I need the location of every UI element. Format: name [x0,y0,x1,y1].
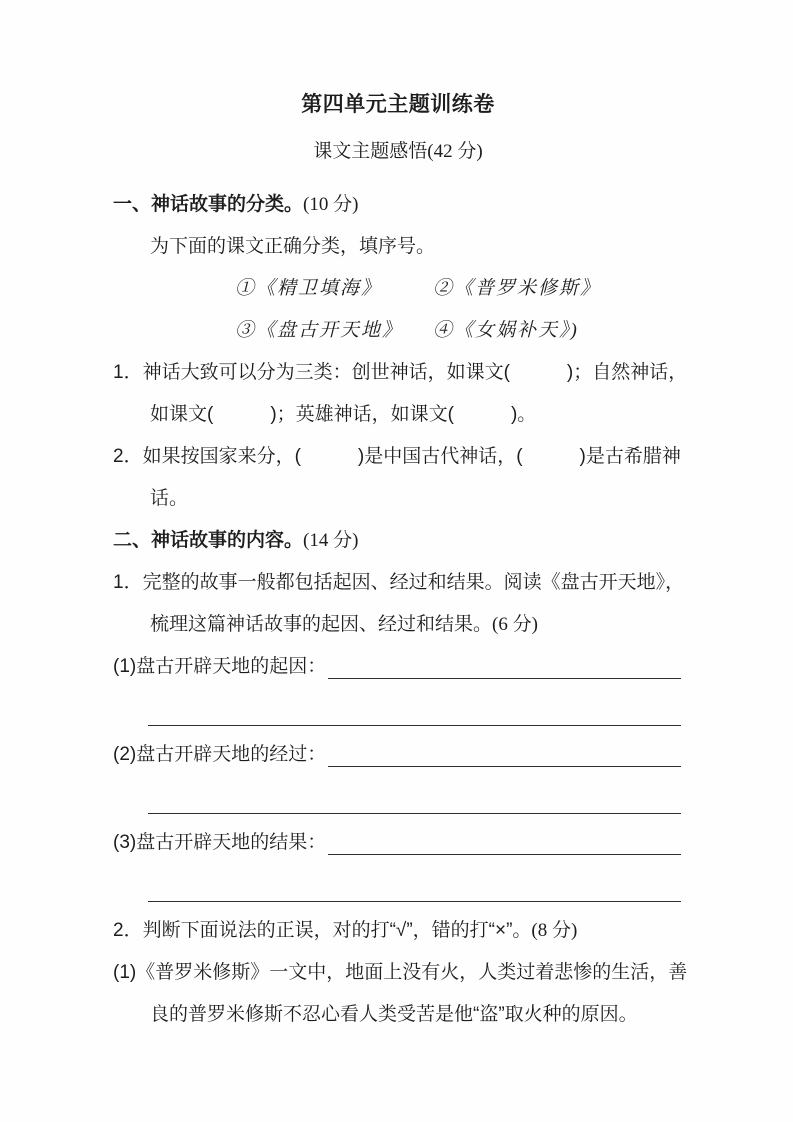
option-2: ②《普罗米修斯》 [433,278,602,299]
option-4: ④《女娲补天》) [433,320,579,341]
answer-blank-result[interactable] [328,854,681,855]
s1-question1-line1: 1．神话大致可以分为三类：创世神话，如课文( )；自然神话， [113,362,688,383]
s2-question2-item1-line2: 良的普罗米修斯不忍心看人类受苦是他“盗”取火种的原因。 [150,1004,638,1025]
section2-heading [113,520,683,562]
section2-heading-text: 二、神话故事的内容。 [113,530,304,551]
s1-question1-line2: 如课文( )；英雄神话，如课文( )。 [150,404,537,425]
s2-blank2-label: (2)盘古开辟天地的经过： [113,744,327,765]
subtitle-score: (42 分) [427,141,483,162]
page-content [113,0,688,1036]
s2-question1-line2 [113,604,683,646]
section1-heading-score: (10 分) [303,194,359,215]
options-row-2 [113,310,683,352]
s2-question1-line2-score: (6 分) [492,614,538,635]
answer-blank-process[interactable] [328,766,681,767]
answer-blank-process-line2[interactable] [148,813,681,814]
s2-blank1-row [113,646,683,688]
s1-question2-line1: 2．如果按国家来分，( )是中国古代神话，( )是古希腊神 [113,446,681,467]
s2-blank1-continuation [113,688,683,734]
answer-blank-result-line2[interactable] [148,901,681,902]
section1-heading-text: 一、神话故事的分类。 [113,194,304,215]
s2-question2-line1-score: (8 分) [531,920,578,941]
s2-question1-line1: 1．完整的故事一般都包括起因、经过和结果。阅读《盘古开天地》， [113,572,685,593]
s2-blank3-label: (3)盘古开辟天地的结果： [113,832,327,853]
s2-question2-line1-text: 2．判断下面说法的正误，对的打“√”，错的打“×”。 [113,920,532,941]
options-row-1 [113,268,683,310]
subtitle-text: 课文主题感悟 [313,141,428,162]
s2-blank3-continuation [113,864,683,910]
s2-question1-line2-text: 梳理这篇神话故事的起因、经过和结果。 [150,614,493,635]
s2-blank2-row [113,734,683,776]
page-subtitle [113,134,683,170]
s2-blank3-row [113,822,683,864]
page-title: 第四单元主题训练卷 [301,93,495,116]
s2-question2-line1 [113,910,683,952]
s1-question2-line2: 话。 [150,488,189,509]
s2-blank2-continuation [113,776,683,822]
option-1: ①《精卫填海》 [235,278,383,299]
section1-intro: 为下面的课文正确分类，填序号。 [150,236,436,257]
s2-blank1-label: (1)盘古开辟天地的起因： [113,656,327,677]
s2-question2-item1-line1: (1)《普罗米修斯》一文中，地面上没有火，人类过着悲惨的生活，善 [113,962,688,983]
section1-heading [113,184,683,226]
worksheet-body [113,184,688,1036]
answer-blank-cause-line2[interactable] [148,725,681,726]
option-3: ③《盘古开天地》 [235,320,404,341]
section2-heading-score: (14 分) [303,530,359,551]
answer-blank-cause[interactable] [328,678,681,679]
